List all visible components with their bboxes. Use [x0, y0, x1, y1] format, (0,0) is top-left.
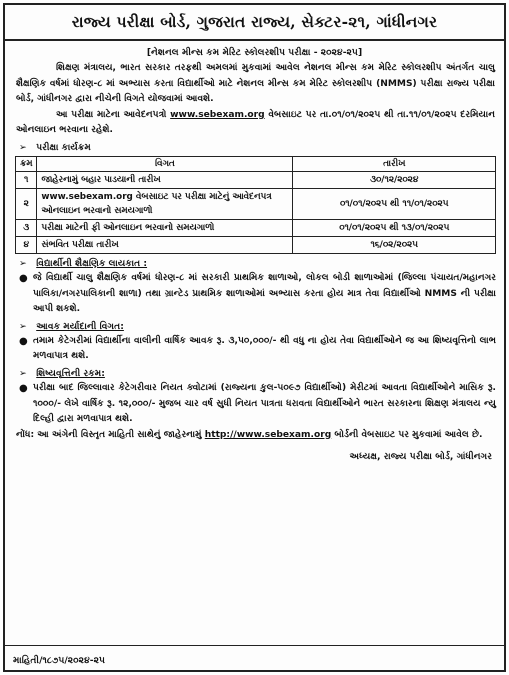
col-header-date: તારીખ [293, 156, 496, 171]
signature: અધ્યક્ષ, રાજ્ય પરીક્ષા બોર્ડ, ગાંધીનગર [349, 451, 492, 463]
footer-note-pre: નોંધ: આ અંગેની વિસ્તૃત માહિતી સાથેનું જાહેરનામું [16, 429, 202, 440]
row-item: જાહેરનામું બહાર પાડયાની તારીખ [37, 171, 293, 188]
bullet-icon: ● [19, 382, 28, 394]
arrow-right-icon: ➢ [19, 141, 27, 153]
row-no: ૩ [16, 219, 37, 236]
income-heading [5, 320, 504, 334]
eligibility-list [5, 271, 504, 318]
row-item: સંભવિત પરીક્ષા તારીખ [37, 236, 293, 253]
notice-subtitle: [નેશનલ મીન્સ કમ મેરિટ સ્કોલરશીપ પરીક્ષા - ૨૦૨૪-૨૫] [146, 47, 363, 58]
schedule-table [15, 156, 496, 254]
board-title-text: રાજ્ય પરીક્ષા બોર્ડ, ગુજરાત રાજ્ય, સેક્ટર-૨૧, ગાંધીનગર [71, 12, 438, 31]
row-date: ૧૬/૦૨/૨૦૨૫ [293, 236, 496, 253]
schedule-header-row [16, 156, 496, 171]
bottom-divider [5, 645, 504, 646]
row-no: ૨ [16, 188, 37, 219]
arrow-right-icon: ➢ [19, 320, 27, 332]
schedule-heading-text: પરીક્ષા કાર્યક્રમ [36, 141, 91, 153]
footer-note [5, 428, 504, 444]
scholarship-text: પરીક્ષા બાદ જિલ્લાવાર કેટેગરીવાર નિયત ક્વોટામાં (રાજ્યના કુલ-૫૦૯૭ વિદ્યાર્થીઓ) મેરીટમાં આવતા વિદ્યાર્થીઓને માસિક રૂ. ૧૦૦૦/- લેખે વાર્ષિક રૂ. ૧૨,૦૦૦/- મુજબ ચાર વર્ષ સુધી નિયત પાત્રતા ધરાવતા વિદ્યાર્થીઓને ભારત સરકારના શિક્ષણ મંત્રાલય ન્યુ દિલ્હી દ્વારા મળવાપાત્ર થશે. [33, 382, 496, 425]
arrow-right-icon: ➢ [19, 257, 27, 269]
row-no: ૧ [16, 171, 37, 188]
footer-website-link[interactable]: http://www.sebexam.org [204, 429, 332, 440]
scholarship-heading-text: શિષ્યવૃત્તિની રકમ: [36, 367, 105, 379]
row-item: પરીક્ષા માટેની ફી ઓનલાઇન ભરવાનો સમયગાળો [37, 219, 293, 236]
income-list [5, 334, 504, 365]
table-row [16, 236, 496, 253]
row-date: ૦૧/૦૧/૨૦૨૫ થી ૧૩/૦૧/૨૦૨૫ [293, 219, 496, 236]
income-text: તમામ કેટેગરીમાં વિદ્યાર્થીના વાલીની વાર્ષિક આવક રૂ. ૩,૫૦,૦૦૦/- થી વધુ ના હોય તેવા વિદ્યાર્થીઓને જ આ શિષ્યવૃત્તિનો લાભ મળવાપાત્ર થશે. [33, 335, 496, 362]
row-date: ૩૦/૧૨/૨૦૨૪ [293, 171, 496, 188]
reference-number: માહિતી/૧૮૭૫/૨૦૨૪-૨૫ [13, 655, 106, 666]
scholarship-list [5, 381, 504, 428]
eligibility-text: જે વિદ્યાર્થી ચાલુ શૈક્ષણિક વર્ષમાં ધોરણ-૮ માં સરકારી પ્રાથમિક શાળાઓ, લોકલ બોડી શાળાઓમાં (જિલ્લા પંચાયત/મહાનગર પાલિકા/નગરપાલિકાની શાળા) તથા ગ્રાન્ટેડ પ્રાથમિક શાળાઓમાં અભ્યાસ કરતા હોય માત્ર તેવા વિદ્યાર્થીઓ NMMS ની પરીક્ષા આપી શકશે. [33, 272, 496, 315]
table-row [16, 171, 496, 188]
bullet-icon: ● [19, 272, 28, 284]
table-row [16, 219, 496, 236]
arrow-right-icon: ➢ [19, 367, 27, 379]
table-row [16, 188, 496, 219]
schedule-heading [5, 141, 504, 155]
row-date: ૦૧/૦૧/૨૦૨૫ થી ૧૧/૦૧/૨૦૨૫ [293, 188, 496, 219]
apply-paragraph [5, 108, 504, 139]
apply-pre: આ પરીક્ષા માટેના આવેદનપત્રો [56, 109, 167, 120]
intro-paragraph: શિક્ષણ મંત્રાલય, ભારત સરકાર તરફથી અમલમાં મુકવામાં આવેલ નેશનલ મીન્સ કમ મેરિટ સ્કોલરશીપ અંતર્ગત ચાલુ શૈક્ષણિક વર્ષમાં ધોરણ-૮ માં અભ્યાસ કરતા વિદ્યાર્થીઓ માટે નેશનલ મીન્સ કમ મેરિટ સ્કોલરશીપ (NMMS) પરીક્ષા રાજ્ય પરીક્ષા બોર્ડ, ગાંધીનગર દ્વારા નીચેની વિગતે યોજવામાં આવશે. [16, 63, 495, 105]
list-item [19, 381, 496, 428]
apply-website-link[interactable]: www.sebexam.org [170, 109, 265, 120]
list-item [19, 271, 496, 318]
row-item: www.sebexam.org વેબસાઇટ પર પરીક્ષા માટેનું આવેદનપત્ર ઓનલાઇન ભરવાનો સમયગાળો [37, 188, 293, 219]
list-item [19, 334, 496, 365]
eligibility-heading-text: વિદ્યાર્થીની શૈક્ષણિક લાયકાત : [36, 257, 148, 269]
board-title [5, 5, 504, 41]
row-no: ૪ [16, 236, 37, 253]
income-heading-text: આવક મર્યાદાની વિગત: [36, 320, 124, 332]
footer-note-post: બોર્ડની વેબસાઇટ પર મુકવામાં આવેલ છે. [334, 429, 483, 440]
scholarship-heading [5, 367, 504, 381]
apply-post: વેબસાઇટ પર તા.૦૧/૦૧/૨૦૨૫ થી તા.૧૧/૦૧/૨૦૨૫ દરમિયાન ઓનલાઇન ભરવાના રહેશે. [16, 109, 495, 136]
col-header-item: વિગત [37, 156, 293, 171]
bullet-icon: ● [19, 335, 28, 347]
notice-frame [3, 3, 506, 672]
eligibility-heading [5, 257, 504, 271]
col-header-no: ક્રમ [16, 156, 37, 171]
